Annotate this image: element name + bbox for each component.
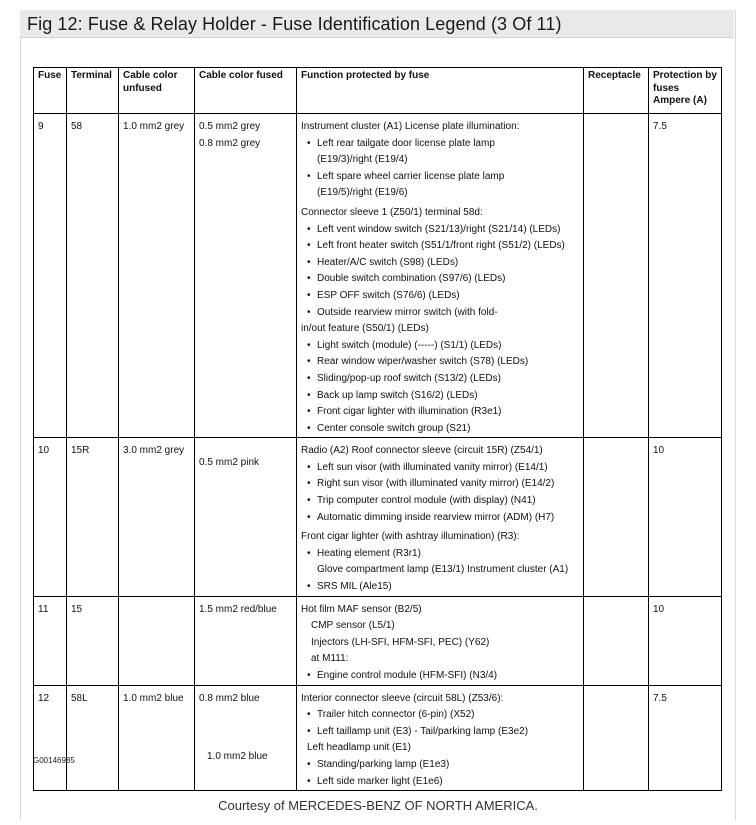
function-item: • Back up lamp switch (S16/2) (LEDs) xyxy=(301,388,579,405)
function-item: • Left front heater switch (S51/1/front right (S51/2) (LEDs) xyxy=(301,238,579,255)
bullet-icon: • xyxy=(307,339,311,351)
function-item: Hot film MAF sensor (B2/5) xyxy=(301,603,422,615)
function-item: • Automatic dimming inside rearview mirror (ADM) (H7) xyxy=(301,510,579,527)
cable-fused-value: 0.5 mm2 grey xyxy=(199,121,261,132)
function-item: • Light switch (module) (-----) (S1/1) (LEDs) xyxy=(301,338,579,355)
function-item: • Left spare wheel carrier license plate lamp xyxy=(301,169,579,186)
cable-fused xyxy=(195,596,297,685)
fuse-number: 11 xyxy=(34,596,67,685)
function-item: Injectors (LH-SFI, HFM-SFI, PEC) (Y62) xyxy=(311,636,490,648)
table-row xyxy=(34,596,722,685)
function-heading: at M111: xyxy=(311,653,349,665)
function-item: • Standing/parking lamp (E1e3) xyxy=(301,757,579,774)
bullet-icon: • xyxy=(307,670,311,681)
fuse-legend-table xyxy=(33,67,722,791)
function-list xyxy=(297,596,584,685)
function-item: • Left rear tailgate door license plate lamp xyxy=(301,136,579,153)
bullet-icon: • xyxy=(307,581,311,593)
terminal: 15 xyxy=(67,596,119,685)
function-heading: Connector sleeve 1 (Z50/1) terminal 58d: xyxy=(301,206,483,218)
protection-ampere: 10 xyxy=(649,438,722,596)
bullet-icon: • xyxy=(307,758,311,770)
function-item: CMP sensor (L5/1) xyxy=(311,620,395,632)
cable-unfused xyxy=(119,596,195,685)
bullet-icon: • xyxy=(307,547,311,559)
function-item: • Engine control module (HFM-SFI) (N3/4) xyxy=(301,668,579,685)
cable-fused-value: 0.5 mm2 pink xyxy=(199,457,260,469)
bullet-icon: • xyxy=(307,725,311,737)
function-item: • Trailer hitch connector (6-pin) (X52) xyxy=(301,707,579,724)
receptacle xyxy=(584,685,649,791)
receptacle xyxy=(584,114,649,438)
function-item: • Double switch combination (S97/6) (LEDs) xyxy=(301,271,579,288)
bullet-icon: • xyxy=(307,223,311,235)
function-heading: Interior connector sleeve (circuit 58L) (Z53/6): xyxy=(301,692,504,704)
function-item: • Left side marker light (E1e6) xyxy=(301,774,579,791)
function-heading: Instrument cluster (A1) License plate illumination: xyxy=(301,121,520,132)
header-cable-unfused: Cable color unfused xyxy=(119,68,195,114)
table-row xyxy=(34,438,722,596)
function-item: • Left vent window switch (S21/13)/right (S21/14) (LEDs) xyxy=(301,222,579,239)
header-cable-fused: Cable color fused xyxy=(195,68,297,114)
bullet-icon: • xyxy=(307,273,311,285)
table-row xyxy=(34,114,722,438)
cable-fused xyxy=(195,114,297,438)
protection-ampere: 7.5 xyxy=(649,114,722,438)
fuse-number: 10 xyxy=(34,438,67,596)
bullet-icon: • xyxy=(307,306,311,318)
table-row xyxy=(34,685,722,791)
cable-unfused: 1.0 mm2 grey xyxy=(119,114,195,438)
function-item-cont: (E19/3)/right (E19/4) xyxy=(317,154,408,166)
function-item: • Center console switch group (S21) xyxy=(301,421,579,438)
function-item: • SRS MIL (Ale15) xyxy=(301,579,579,596)
bullet-icon: • xyxy=(307,422,311,434)
protection-ampere: 10 xyxy=(649,596,722,685)
function-heading: Radio (A2) Roof connector sleeve (circuit 15R) (Z54/1) xyxy=(301,445,543,457)
bullet-icon: • xyxy=(307,256,311,268)
function-item: • Trip computer control module (with display) (N41) xyxy=(301,493,579,510)
function-item: • Sliding/pop-up roof switch (S13/2) (LEDs) xyxy=(301,371,579,388)
table-header-row xyxy=(34,68,722,114)
cable-fused-value: 0.8 mm2 blue xyxy=(199,692,260,704)
function-item: • Left sun visor (with illuminated vanity mirror) (E14/1) xyxy=(301,460,579,477)
cable-fused-value: 1.0 mm2 blue xyxy=(207,751,268,763)
header-terminal: Terminal xyxy=(67,68,119,114)
cable-fused xyxy=(195,438,297,596)
courtesy-note: Courtesy of MERCEDES-BENZ OF NORTH AMERICA. xyxy=(218,798,538,813)
header-fuse: Fuse xyxy=(34,68,67,114)
function-item: • Outside rearview mirror switch (with fold- xyxy=(301,305,579,322)
function-item: • Rear window wiper/washer switch (S78) (LEDs) xyxy=(301,354,579,371)
cable-unfused: 1.0 mm2 blue xyxy=(119,685,195,791)
fuse-number: 9 xyxy=(34,114,67,438)
function-item-cont: Glove compartment lamp (E13/1) Instrument cluster (A1) xyxy=(317,564,569,576)
bullet-icon: • xyxy=(307,709,311,721)
function-item: • Heater/A/C switch (S98) (LEDs) xyxy=(301,255,579,272)
function-item-cont: in/out feature (S50/1) (LEDs) xyxy=(301,323,429,335)
bullet-icon: • xyxy=(307,406,311,418)
bullet-icon: • xyxy=(307,240,311,252)
cable-unfused: 3.0 mm2 grey xyxy=(119,438,195,596)
function-item: • Left taillamp unit (E3) - Tail/parking lamp (E3e2) xyxy=(301,724,579,741)
cable-fused-value: 0.8 mm2 grey xyxy=(199,137,261,149)
bullet-icon: • xyxy=(307,461,311,473)
terminal: 58 xyxy=(67,114,119,438)
bullet-icon: • xyxy=(307,137,311,149)
terminal: 15R xyxy=(67,438,119,596)
terminal: 58L xyxy=(67,685,119,791)
function-item: • Heating element (R3r1) xyxy=(301,546,579,563)
receptacle xyxy=(584,596,649,685)
function-item: • ESP OFF switch (S76/6) (LEDs) xyxy=(301,288,579,305)
header-protection: Protection by fuses Ampere (A) xyxy=(649,68,722,114)
bullet-icon: • xyxy=(307,372,311,384)
figure-title: Fig 12: Fuse & Relay Holder - Fuse Identification Legend (3 Of 11) xyxy=(20,10,734,38)
function-heading: Left headlamp unit (E1) xyxy=(307,742,411,754)
bullet-icon: • xyxy=(307,495,311,507)
header-function: Function protected by fuse xyxy=(297,68,584,114)
bullet-icon: • xyxy=(307,478,311,490)
function-item: • Front cigar lighter with illumination (R3e1) xyxy=(301,404,579,421)
bullet-icon: • xyxy=(307,389,311,401)
function-list xyxy=(297,438,584,596)
receptacle xyxy=(584,438,649,596)
bullet-icon: • xyxy=(307,356,311,368)
bullet-icon: • xyxy=(307,170,311,182)
function-list xyxy=(297,114,584,438)
header-receptacle: Receptacle xyxy=(584,68,649,114)
drawing-id: G00146985 xyxy=(33,756,75,765)
function-item: • Right sun visor (with illuminated vanity mirror) (E14/2) xyxy=(301,476,579,493)
function-heading: Front cigar lighter (with ashtray illumination) (R3): xyxy=(301,531,520,543)
fuse-number: 12 xyxy=(34,685,67,791)
protection-ampere: 7.5 xyxy=(649,685,722,791)
function-list xyxy=(297,685,584,791)
bullet-icon: • xyxy=(307,775,311,787)
cable-fused xyxy=(195,685,297,791)
bullet-icon: • xyxy=(307,289,311,301)
cable-fused-value: 1.5 mm2 red/blue xyxy=(199,603,277,615)
bullet-icon: • xyxy=(307,511,311,523)
function-item-cont: (E19/5)/right (E19/6) xyxy=(317,187,408,199)
